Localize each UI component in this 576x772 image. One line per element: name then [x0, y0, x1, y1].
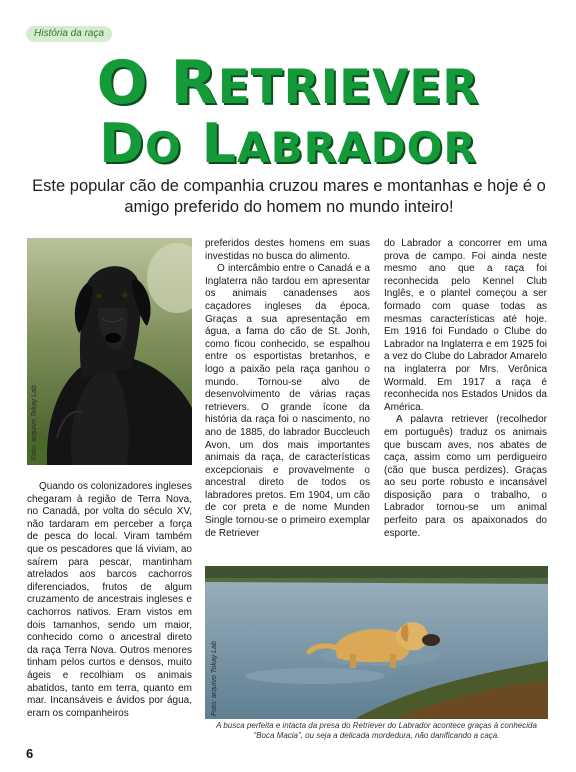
photo-black-labrador — [27, 238, 192, 465]
column-2-paragraph: O intercâmbio entre o Canadá e a Inglaterra não tardou em apresentar os animais canadenses aos caçadores ingleses da época. Graças a sua apresentação em água, a fama do cão de St. Jonh, como ficou conhecido, se espalhou entre os esportistas bretanhos, e logo a paixão pela raça ganhou o mundo. Tornou-se alvo de desenvolvimento de várias raças retrievers. O grande ícone da história da raça foi o nascimento, no ano de 1885, do labrador Buccleuch Avon, um dos mais importantes animais da raça, de características excepcionais e provavelmente o ancestral direto de todos os labradores pretos. Em 1904, um cão de cor preta e de nome Munden Single tornou-se o primeiro exemplar de Retriever — [205, 263, 370, 539]
page-number: 6 — [26, 746, 34, 761]
photo1-credit: Foto: arquivo Tokay Lab — [31, 385, 38, 460]
column-1-paragraph: Quando os colonizadores ingleses chegaram à região de Terra Nova, no Canadá, por volta do século XV, não tardaram em perceber a força de pesca do local. Viram também que os pescadores que lá viviam, ao saírem para pescar, mantinham atrelados aos barcos cachorros diferenciados, frutos de algum cruzamento de ancestrais ingleses e cachorros nativos. Eram vistos em dois tamanhos, sendo um maior, conhecido como o ancestral direto da raça Terra Nova. Outros menores tinham pelos curtos e densos, muito ágeis e recolhiam os animais abatidos, tanto em terra, quanto em mar. Incansáveis e ávidos por água, eram os companheiros — [27, 481, 192, 719]
photo2-credit: Foto: arquivo Tokay Lab — [211, 641, 218, 716]
column-2-paragraph-continued: preferidos destes homens em suas investidas no busca do alimento. — [205, 238, 370, 262]
column-3-paragraph-continued: do Labrador a concorrer em uma prova de campo. Foi ainda neste mesmo ano que a raça foi reconhecida pelo Kennel Club Inglês, e o plantel começou a ser formado com quase todas as mesmas características até hoje. Em 1916 foi Fundado o Clube do Labrador na Inglaterra e em 1925 foi a vez do Clube do Labrador Amarelo na inglaterra por Mrs. Verônica Wormald. Em 1917 a raça é reconhecida nos Estados Unidos da América. — [384, 238, 547, 413]
column-3-paragraph: A palavra retriever (recolhedor em português) traduz os animais que buscam aves, nos abates de caça, assim como um perdigueiro (cão que busca perdizes). Graças ao seu porte robusto e incansável disposição para o trabalho, o Labrador tornou-se um animal perfeito para os apaixonados do esporte. — [384, 414, 547, 539]
article-column-1 — [27, 481, 192, 720]
photo-caption: A busca perfeita e intacta da presa do Retriever do Labrador acontece graças à conhecida “Boca Macia”, ou seja a delicada mordedura, não danificando a caça. — [216, 721, 537, 740]
photo-yellow-labrador-water — [205, 566, 548, 719]
subtitle: Este popular cão de companhia cruzou mares e montanhas e hoje é o amigo preferido do homem no mundo inteiro! — [32, 177, 546, 216]
article-column-2 — [205, 238, 370, 540]
yellow-labrador-illustration — [205, 566, 548, 719]
article-column-3 — [384, 238, 547, 540]
title-line-1: O RETRIEVER — [96, 48, 480, 118]
section-tag: História da raça — [26, 26, 112, 42]
black-labrador-illustration — [27, 238, 192, 465]
title-line-2: DO LABRADOR — [99, 112, 477, 175]
